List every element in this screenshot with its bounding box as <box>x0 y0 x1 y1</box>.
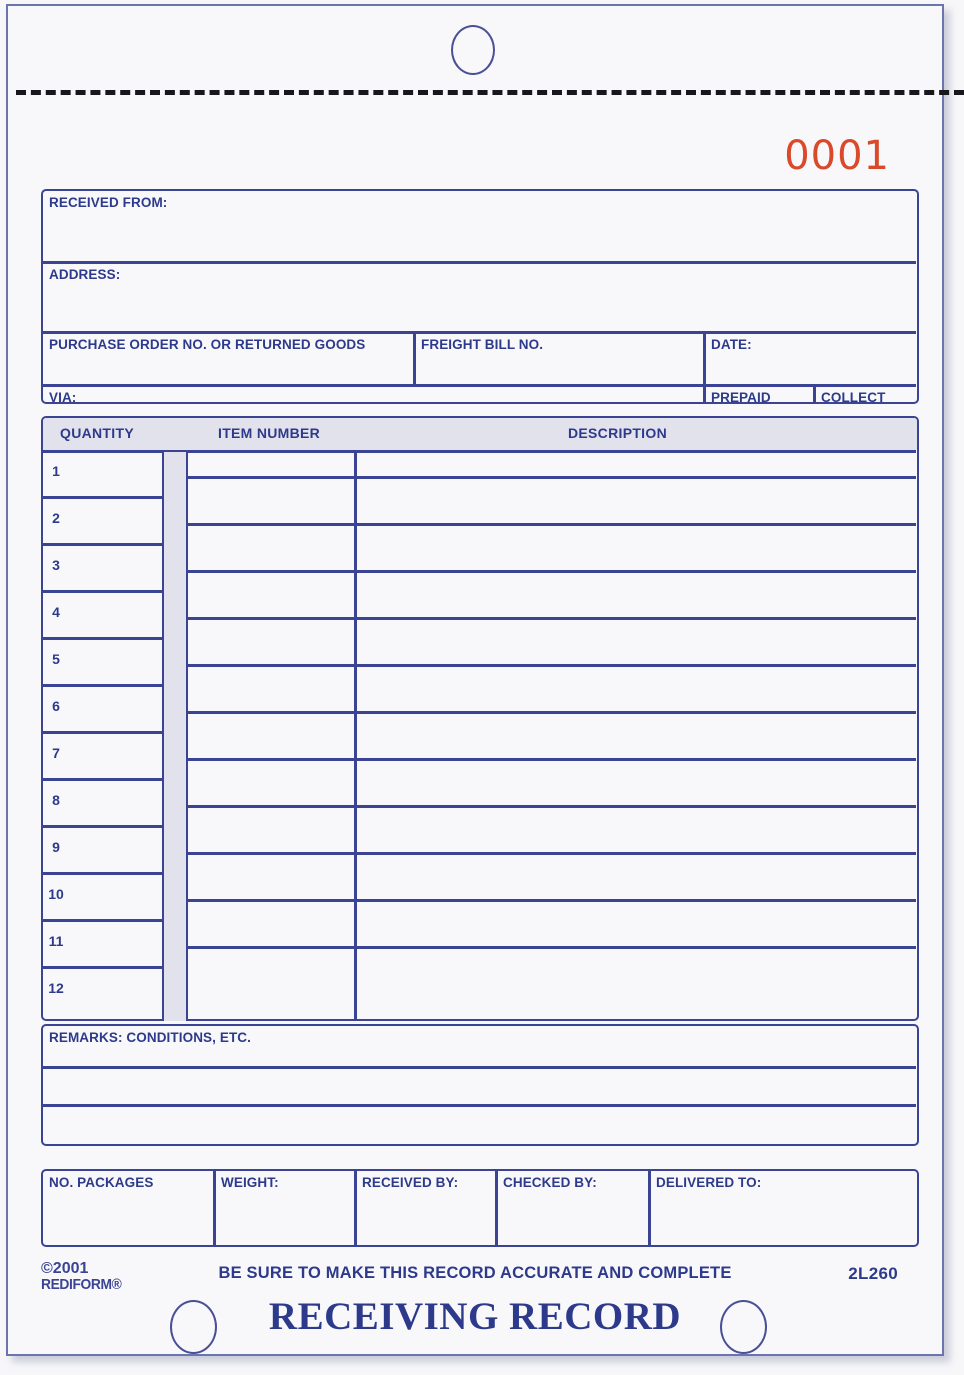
prepaid-label: PREPAID <box>711 390 771 405</box>
form-code: 2L260 <box>848 1264 898 1283</box>
cell-quantity[interactable] <box>43 533 162 580</box>
cell-item-number[interactable] <box>188 969 354 1016</box>
paper-sheet <box>6 4 944 1356</box>
cell-item-number[interactable] <box>188 687 354 734</box>
row-number: 4 <box>52 604 60 620</box>
field-remarks-line-2[interactable] <box>43 1068 916 1104</box>
field-checked-by[interactable] <box>497 1171 648 1245</box>
page-title: RECEIVING RECORD <box>268 1295 682 1338</box>
cell-description[interactable] <box>356 593 916 640</box>
column-header-quantity: QUANTITY <box>60 425 134 441</box>
field-weight[interactable] <box>215 1171 354 1245</box>
field-no-packages[interactable] <box>43 1171 213 1245</box>
row-number: 2 <box>52 510 60 526</box>
row-number: 8 <box>52 792 60 808</box>
cell-item-number[interactable] <box>188 546 354 593</box>
row-number: 12 <box>48 980 64 996</box>
perforation-line <box>16 90 964 95</box>
cell-quantity[interactable] <box>43 580 162 627</box>
cell-description[interactable] <box>356 499 916 546</box>
cell-quantity[interactable] <box>43 627 162 674</box>
weight-label: WEIGHT: <box>221 1175 279 1190</box>
row-number: 7 <box>52 745 60 761</box>
cell-item-number[interactable] <box>188 922 354 969</box>
remarks-label: REMARKS: CONDITIONS, ETC. <box>49 1030 252 1045</box>
cell-item-number[interactable] <box>188 452 354 499</box>
cell-description[interactable] <box>356 781 916 828</box>
cell-description[interactable] <box>356 922 916 969</box>
cell-quantity[interactable] <box>43 956 162 1003</box>
row-number: 11 <box>48 933 64 949</box>
cell-quantity[interactable] <box>43 862 162 909</box>
field-remarks-line-1[interactable] <box>43 1026 916 1066</box>
cell-quantity[interactable] <box>43 674 162 721</box>
field-freight-bill[interactable] <box>415 333 703 384</box>
cell-description[interactable] <box>356 452 916 499</box>
header-fields-block <box>41 189 919 404</box>
field-date[interactable] <box>705 333 916 384</box>
brand-logo: REDIFORM® <box>41 1276 122 1294</box>
column-header-item-number: ITEM NUMBER <box>218 425 321 441</box>
punch-hole-icon <box>451 25 495 75</box>
address-label: ADDRESS: <box>49 267 121 282</box>
date-label: DATE: <box>711 337 752 352</box>
cell-quantity[interactable] <box>43 486 162 533</box>
items-table <box>41 416 919 1021</box>
field-received-by[interactable] <box>356 1171 495 1245</box>
remarks-block <box>41 1024 919 1146</box>
cell-item-number[interactable] <box>188 828 354 875</box>
column-header-description: DESCRIPTION <box>568 425 667 441</box>
footer-note: BE SURE TO MAKE THIS RECORD ACCURATE AND COMPLETE <box>218 1264 732 1282</box>
row-number: 5 <box>52 651 60 667</box>
delivered-to-label: DELIVERED TO: <box>656 1175 762 1190</box>
field-delivered-to[interactable] <box>650 1171 916 1245</box>
cell-quantity[interactable] <box>43 768 162 815</box>
cell-description[interactable] <box>356 687 916 734</box>
cell-description[interactable] <box>356 828 916 875</box>
row-number: 10 <box>48 886 64 902</box>
no-packages-label: NO. PACKAGES <box>49 1175 154 1190</box>
cell-description[interactable] <box>356 969 916 1016</box>
row-number: 6 <box>52 698 60 714</box>
cell-description[interactable] <box>356 546 916 593</box>
cell-item-number[interactable] <box>188 499 354 546</box>
cell-quantity[interactable] <box>43 909 162 956</box>
serial-number: 0001 <box>784 133 890 179</box>
cell-item-number[interactable] <box>188 640 354 687</box>
cell-item-number[interactable] <box>188 734 354 781</box>
signature-block <box>41 1169 919 1247</box>
cell-quantity[interactable] <box>43 815 162 862</box>
copyright-year: ©2001 <box>41 1260 89 1277</box>
checked-by-label: CHECKED BY: <box>503 1175 597 1190</box>
cell-item-number[interactable] <box>188 875 354 922</box>
field-purchase-order[interactable] <box>43 333 413 384</box>
punch-hole-icon <box>720 1300 767 1354</box>
field-address[interactable] <box>43 263 916 331</box>
purchase-order-label: PURCHASE ORDER NO. OR RETURNED GOODS <box>49 337 366 352</box>
row-number: 9 <box>52 839 60 855</box>
cell-quantity[interactable] <box>43 721 162 768</box>
cell-description[interactable] <box>356 734 916 781</box>
row-number: 3 <box>52 557 60 573</box>
cell-quantity[interactable] <box>43 439 162 486</box>
row-number: 1 <box>52 463 60 479</box>
field-remarks-line-3[interactable] <box>43 1106 916 1143</box>
row-number-strip <box>162 452 188 1021</box>
received-from-label: RECEIVED FROM: <box>49 195 168 210</box>
collect-label: COLLECT <box>821 390 886 405</box>
cell-description[interactable] <box>356 875 916 922</box>
cell-item-number[interactable] <box>188 593 354 640</box>
cell-item-number[interactable] <box>188 781 354 828</box>
freight-bill-label: FREIGHT BILL NO. <box>421 337 544 352</box>
received-by-label: RECEIVED BY: <box>362 1175 459 1190</box>
cell-description[interactable] <box>356 640 916 687</box>
via-label: VIA: <box>49 390 77 405</box>
field-received-from[interactable] <box>43 191 916 261</box>
items-table-header-row <box>43 418 917 450</box>
